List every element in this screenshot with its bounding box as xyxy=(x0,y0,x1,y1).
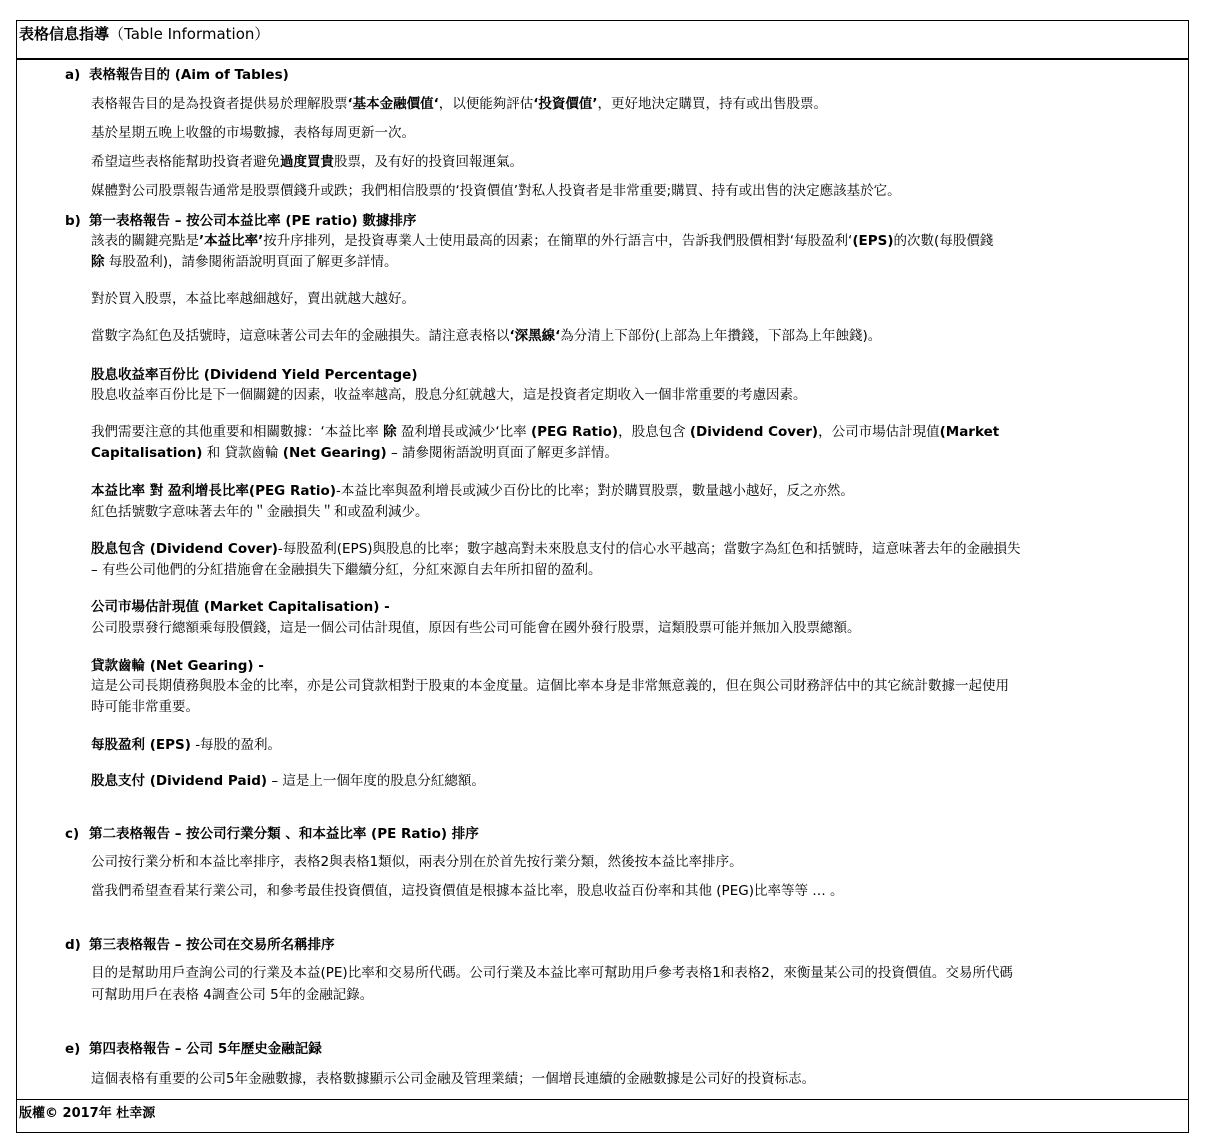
dividend-cover-definition: 股息包含 (Dividend Cover)-每股盈利(EPS)與股息的比率；數字越高對未來股息支付的信心水平越高；當數字為紅色和括號時，這意味著去年的金融損失 xyxy=(91,541,1021,557)
dividend-yield-heading: 股息收益率百份比 (Dividend Yield Percentage) xyxy=(91,367,418,383)
section-b-heading xyxy=(65,209,416,229)
eps-definition: 每股盈利 (EPS) -每股的盈利。 xyxy=(91,737,282,753)
content-area xyxy=(17,60,1188,1099)
dividend-yield-text: 股息收益率百份比是下一個關鍵的因素，收益率越高，股息分紅就越大，這是投資者定期收入一個非常重要的考慮因素。 xyxy=(91,387,807,403)
section-b-p1: 該表的關鍵亮點是’本益比率’按升序排列，是投資專業人士使用最高的因素；在簡單的外行語言中，告訴我們股價相對‘每股盈利‘(EPS)的次數(每股價錢 xyxy=(91,233,994,249)
section-d-p1-line2: 可幫助用戶在表格 4調查公司 5年的金融記錄。 xyxy=(91,987,374,1003)
section-a-p2: 基於星期五晚上收盤的市場數據，表格每周更新一次。 xyxy=(91,125,415,141)
section-a-heading xyxy=(65,63,289,83)
section-d-p1: 目的是幫助用戶查詢公司的行業及本益(PE)比率和交易所代碼。公司行業及本益比率可幫助用戶參考表格1和表格2，來衡量某公司的投資價值。交易所代碼 xyxy=(91,965,1013,981)
section-b-title: 第一表格報告 – 按公司本益比率 (PE ratio) 數據排序 xyxy=(89,213,417,229)
other-data-line2: Capitalisation) 和 貸款齒輪 (Net Gearing) – 請參閱術語說明頁面了解更多詳情。 xyxy=(91,445,618,461)
section-e-letter: e) xyxy=(65,1041,81,1057)
section-a-p3: 希望這些表格能幫助投資者避免過度買貴股票，及有好的投資回報運氣。 xyxy=(91,154,523,170)
title-en: （Table Information） xyxy=(109,25,270,43)
section-c-heading xyxy=(65,822,479,842)
section-e-title: 第四表格報告 – 公司 5年歷史金融記録 xyxy=(89,1041,322,1057)
section-e-heading xyxy=(65,1037,322,1057)
net-gearing-heading: 貸款齒輪 (Net Gearing) - xyxy=(91,658,264,674)
table-information-frame xyxy=(16,20,1189,1133)
section-a-p1: 表格報告目的是為投資者提供易於理解股票‘基本金融價值‘，以便能夠評估‘投資價值’，更好地決定購買，持有或出售股票。 xyxy=(91,96,828,112)
section-a-p4: 媒體對公司股票報告通常是股票價錢升或跌；我們相信股票的‘投資價值’對私人投資者是非常重要;購買、持有或出售的決定應該基於它。 xyxy=(91,183,901,199)
dividend-cover-note: – 有些公司他們的分紅措施會在金融損失下繼續分紅，分紅來源自去年所扣留的盈利。 xyxy=(91,562,602,578)
section-d-letter: d) xyxy=(65,937,81,953)
market-cap-text: 公司股票發行總額乘每股價錢，這是一個公司估計現值，原因有些公司可能會在國外發行股票，這類股票可能并無加入股票總額。 xyxy=(91,620,861,636)
section-d-title: 第三表格報告 – 按公司在交易所名稱排序 xyxy=(89,937,335,953)
section-a-title: 表格報告目的 (Aim of Tables) xyxy=(89,67,289,83)
peg-ratio-definition: 本益比率 對 盈利增長比率(PEG Ratio)-本益比率與盈利增長或減少百份比的比率；對於購買股票，數量越小越好，反之亦然。 xyxy=(91,483,854,499)
market-cap-heading: 公司市場估計現值 (Market Capitalisation) - xyxy=(91,599,390,615)
section-b-letter: b) xyxy=(65,213,81,229)
title-zh: 表格信息指導 xyxy=(19,25,110,43)
dividend-paid-definition: 股息支付 (Dividend Paid) – 這是上一個年度的股息分紅總額。 xyxy=(91,773,485,789)
section-b-p1-line2: 除 每股盈利)，請參閱術語說明頁面了解更多詳情。 xyxy=(91,254,398,270)
net-gearing-text-line2: 時可能非常重要。 xyxy=(91,699,199,715)
section-c-p1: 公司按行業分析和本益比率排序，表格2與表格1類似，兩表分別在於首先按行業分類，然後按本益比率排序。 xyxy=(91,854,743,870)
section-b-p3: 當數字為紅色及括號時，這意味著公司去年的金融損失。請注意表格以‘深黑線‘為分清上下部份(上部為上年攢錢，下部為上年蝕錢)。 xyxy=(91,328,882,344)
section-e-p1: 這個表格有重要的公司5年金融數據，表格數據顯示公司金融及管理業績；一個增長連續的金融數據是公司好的投資标志。 xyxy=(91,1071,816,1087)
section-c-title: 第二表格報告 – 按公司行業分類 、和本益比率 (PE Ratio) 排序 xyxy=(89,826,479,842)
section-c-p2: 當我們希望查看某行業公司，和參考最佳投資價值，這投資價值是根據本益比率，股息收益百份率和其他 (PEG)比率等等 … 。 xyxy=(91,883,844,899)
page-title xyxy=(19,23,269,44)
section-a-letter: a) xyxy=(65,67,81,83)
section-b-p2: 對於買入股票，本益比率越細越好，賣出就越大越好。 xyxy=(91,291,415,307)
section-d-heading xyxy=(65,933,335,953)
copyright-text: 版權© 2017年 杜幸源 xyxy=(19,1106,156,1121)
net-gearing-text: 這是公司長期債務與股本金的比率，亦是公司貸款相對于股東的本金度量。這個比率本身是非常無意義的，但在與公司財務評估中的其它統計數據一起使用 xyxy=(91,678,1009,694)
peg-ratio-note: 紅色括號數字意味著去年的＂金融損失＂和或盈利減少。 xyxy=(91,504,429,520)
section-c-letter: c) xyxy=(65,826,80,842)
header-row xyxy=(17,21,1188,60)
other-data-line1: 我們需要注意的其他重要和相關數據：‘本益比率 除 盈利增長或減少‘比率 (PEG Ratio)，股息包含 (Dividend Cover)，公司市場估計現值(Market xyxy=(91,424,1000,440)
footer-row xyxy=(17,1099,1188,1133)
